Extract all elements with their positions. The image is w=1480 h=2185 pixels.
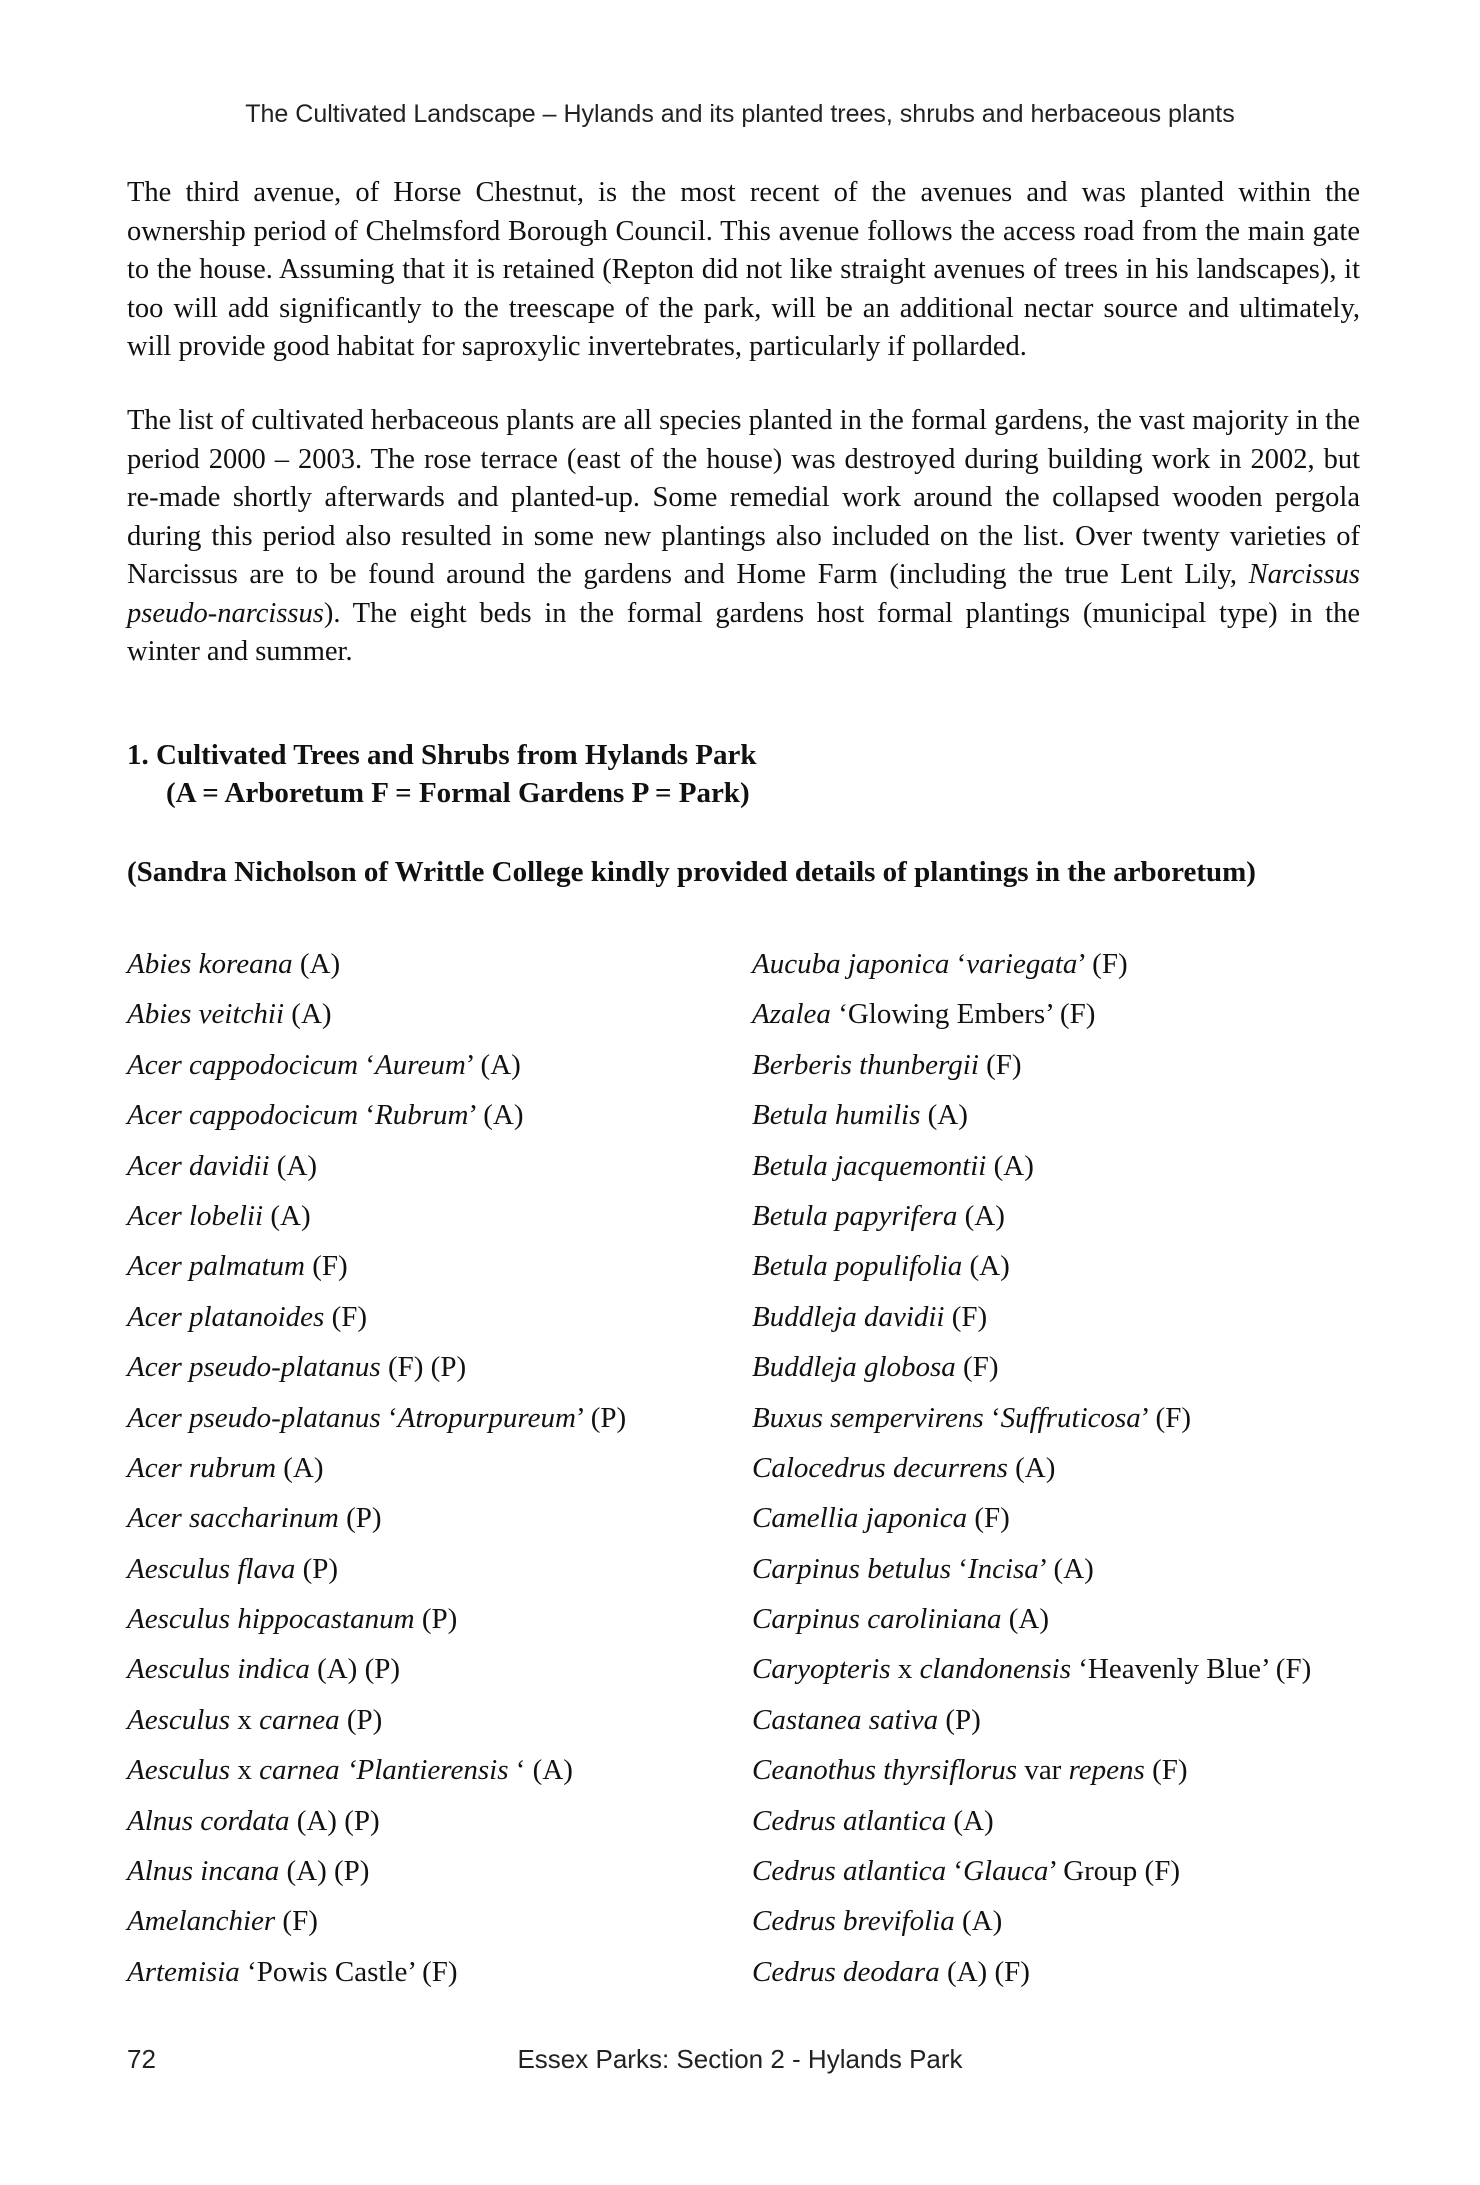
plant-name-roman: ‘: [983, 1401, 1001, 1434]
plant-list-item: [127, 1499, 626, 1549]
plant-name-roman: (A): [284, 998, 332, 1031]
plant-name-italic: Betula populifolia: [752, 1250, 963, 1283]
plant-name-roman: ‘: [949, 948, 967, 980]
plant-name-italic: Abies veitchii: [127, 998, 285, 1031]
plant-name-italic: Camellia japonica: [752, 1502, 968, 1535]
plant-name-italic: Aesculus indica: [127, 1653, 310, 1686]
plant-name-italic: Castanea sativa: [752, 1703, 939, 1736]
plant-name-italic: Glauca: [963, 1855, 1049, 1888]
plant-name-italic: Caryopteris: [752, 1653, 891, 1686]
paragraph-avenue: The third avenue, of Horse Chestnut, is the most recent of the avenues and was planted within the ownership period of Chelmsford Borough Council. This avenue follows the access road from the main gate to the house. Assuming that it is retained (Repton did not like straight avenues of trees in his landscapes), it too will add significantly to the treescape of the park, will be an additional nectar source and ultimately, will provide good habitat for saproxylic invertebrates, particularly if pollarded.: [127, 177, 1360, 362]
plant-name-italic: Atropurpureum: [397, 1401, 576, 1434]
plant-list-item: [752, 1247, 1311, 1297]
plant-name-italic: Calocedrus decurrens: [752, 1451, 1008, 1484]
plant-name-italic: Aesculus hippocastanum: [127, 1603, 415, 1636]
plant-name-roman: (F): [324, 1300, 368, 1333]
plant-name-italic: Betula jacquemontii: [752, 1149, 987, 1182]
plant-list-item: [127, 1953, 626, 2003]
plant-list-item: [127, 1600, 626, 1650]
plant-name-roman: (A): [1007, 1451, 1056, 1484]
plant-name-roman: ‘: [358, 1099, 376, 1132]
plant-list-item: [127, 1046, 626, 1096]
plant-name-roman: (F) (P): [380, 1351, 467, 1384]
section-title: 1. Cultivated Trees and Shrubs from Hylands Park: [127, 739, 757, 771]
plant-name-roman: ‘: [946, 1855, 964, 1888]
plant-name-italic: Amelanchier: [127, 1905, 276, 1938]
plant-list-item: [127, 1802, 626, 1852]
plant-list-item: [752, 1751, 1311, 1801]
plant-name-roman: x: [890, 1653, 920, 1686]
plant-name-roman: ’ (P): [575, 1401, 627, 1434]
plant-name-italic: Betula humilis: [752, 1099, 921, 1132]
plant-list-item: [752, 1550, 1311, 1600]
plant-name-roman: (A): [269, 1149, 318, 1182]
plant-list-item: [127, 1147, 626, 1197]
plant-name-italic: Acer cappodocicum: [127, 1048, 359, 1081]
plant-list-item: [752, 1852, 1311, 1902]
plant-name-roman: (F): [275, 1905, 318, 1938]
paragraph-text: ). The eight beds in the formal gardens host formal plantings (municipal type) in the winter and summer.: [127, 597, 1360, 667]
plant-list-item: [752, 1499, 1311, 1549]
plant-name-roman: ’ (A): [465, 1048, 521, 1081]
plant-list-item: [752, 1147, 1311, 1197]
plant-list-item: [752, 1449, 1311, 1499]
plant-name-italic: Acer platanoides: [127, 1300, 325, 1333]
plant-name-roman: (A) (P): [309, 1653, 401, 1686]
plant-name-roman: (A): [957, 1199, 1005, 1232]
plant-name-roman: ‘Powis Castle’ (F): [239, 1955, 458, 1988]
plant-list-item: [127, 1096, 626, 1146]
plant-name-italic: Buxus sempervirens: [752, 1401, 984, 1434]
plant-name-roman: (A): [946, 1804, 994, 1837]
plant-name-roman: var: [1017, 1754, 1069, 1787]
plant-name-roman: ‘: [951, 1552, 968, 1585]
plant-list-item: [752, 1298, 1311, 1348]
plant-list-item: [127, 1348, 626, 1398]
plant-list-item: [127, 1399, 626, 1449]
plant-list-item: [127, 1701, 626, 1751]
plant-list-item: [752, 945, 1311, 995]
plant-name-italic: Aucuba japonica: [752, 948, 950, 980]
plant-name-italic: Acer davidii: [127, 1149, 270, 1182]
plant-name-italic: Acer palmatum: [127, 1250, 305, 1283]
plant-name-italic: carnea ‘Plantierensis: [259, 1754, 509, 1787]
plant-name-italic: Buddleja globosa: [752, 1351, 956, 1384]
plant-name-italic: repens: [1068, 1754, 1145, 1787]
plant-list-item: [127, 1650, 626, 1700]
plant-name-italic: Ceanothus thyrsiflorus: [752, 1754, 1018, 1787]
running-header: The Cultivated Landscape – Hylands and its planted trees, shrubs and herbaceous plants: [245, 100, 1235, 128]
plant-list-item: [752, 1096, 1311, 1146]
plant-list-item: [127, 945, 626, 995]
plant-list-item: [752, 1902, 1311, 1952]
plant-list-item: [752, 1953, 1311, 2003]
plant-name-italic: Aesculus: [127, 1703, 231, 1736]
section-key: (A = Arboretum F = Formal Gardens P = Park): [166, 777, 750, 809]
plant-list-item: [752, 1046, 1311, 1096]
plant-name-italic: Aureum: [375, 1048, 466, 1081]
plant-name-italic: Incisa: [967, 1552, 1039, 1585]
plant-name-italic: Berberis thunbergii: [752, 1048, 979, 1081]
plant-name-italic: Abies koreana: [127, 948, 293, 980]
plant-name-italic: Suffruticosa: [1000, 1401, 1141, 1434]
plant-name-italic: Acer pseudo-platanus: [127, 1351, 381, 1384]
plant-name-italic: Acer pseudo-platanus: [127, 1401, 381, 1434]
plant-list-item: [127, 1298, 626, 1348]
plant-name-roman: ’ (A): [468, 1099, 524, 1132]
plant-name-italic: Carpinus betulus: [752, 1552, 951, 1585]
plant-name-italic: Artemisia: [127, 1955, 240, 1988]
plant-list-item: [127, 1247, 626, 1297]
footer-title: Essex Parks: Section 2 - Hylands Park: [517, 2044, 963, 2074]
plant-name-italic: Cedrus atlantica: [752, 1804, 947, 1837]
plant-list-item: [752, 1650, 1311, 1700]
plant-name-roman: (F): [944, 1300, 988, 1333]
plant-list-item: [127, 1751, 626, 1801]
plant-name-italic: clandonensis: [919, 1653, 1071, 1686]
plant-name-roman: x: [230, 1703, 260, 1736]
plant-name-italic: Acer cappodocicum: [127, 1099, 359, 1132]
plant-name-italic: Acer saccharinum: [127, 1502, 339, 1535]
plant-name-italic: Azalea: [752, 998, 831, 1031]
plant-list-left: [127, 945, 626, 2003]
plant-name-roman: (A) (P): [289, 1804, 380, 1837]
plant-name-roman: (F): [978, 1048, 1022, 1081]
plant-name-roman: ’ Group (F): [1048, 1855, 1180, 1888]
plant-name-italic: Alnus incana: [127, 1855, 280, 1888]
plant-name-italic: Cedrus deodara: [752, 1955, 940, 1988]
plant-name-roman: (A) (F): [939, 1955, 1030, 1988]
plant-name-roman: ’ (A): [1038, 1552, 1094, 1585]
plant-name-roman: ‘Heavenly Blue’ (F): [1071, 1653, 1312, 1686]
plant-name-roman: (P): [414, 1603, 458, 1636]
page-number: 72: [127, 2044, 156, 2074]
plant-name-italic: Cedrus atlantica: [752, 1855, 947, 1888]
plant-list-item: [752, 995, 1311, 1045]
plant-name-roman: (A): [962, 1250, 1010, 1283]
plant-name-italic: Betula papyrifera: [752, 1199, 958, 1232]
plant-name-roman: (A): [276, 1451, 324, 1484]
plant-list-item: [127, 1902, 626, 1952]
plant-name-roman: (F): [967, 1502, 1010, 1535]
plant-name-roman: (P): [295, 1552, 339, 1585]
plant-name-italic: Cedrus brevifolia: [752, 1905, 955, 1938]
plant-name-roman: (A): [1001, 1603, 1049, 1636]
plant-name-italic: Acer lobelii: [127, 1199, 264, 1232]
plant-name-roman: (A): [920, 1099, 968, 1132]
paragraph-text: The list of cultivated herbaceous plants are all species planted in the formal gardens, the vast majority in the period 2000 – 2003. The rose terrace (east of the house) was destroyed during building work in 2002, but re-made shortly afterwards and planted-up. Some remedial work around the collapsed wooden pergola during this period also resulted in some new plantings also included on the list. Over twenty varieties of Narcissus are to be found around the gardens and Home Farm (including the true Lent Lily,: [127, 405, 1360, 590]
plant-list-item: [752, 1197, 1311, 1247]
plant-list-right: [752, 945, 1311, 2003]
plant-name-roman: ’ (F): [1077, 948, 1128, 980]
plant-name-roman: (A): [292, 948, 341, 980]
plant-list-item: [127, 995, 626, 1045]
plant-list-item: [127, 1852, 626, 1902]
plant-name-roman: (F): [955, 1351, 999, 1384]
plant-name-italic: Alnus cordata: [127, 1804, 290, 1837]
plant-name-roman: (A): [954, 1905, 1003, 1938]
plant-name-italic: Aesculus: [127, 1754, 231, 1787]
plant-name-roman: (A): [263, 1199, 311, 1232]
plant-name-roman: ’ (F): [1140, 1401, 1191, 1434]
plant-list-item: [752, 1600, 1311, 1650]
plant-name-roman: ‘: [380, 1401, 398, 1434]
plant-name-italic: Rubrum: [375, 1099, 469, 1132]
plant-name-roman: ‘: [358, 1048, 376, 1081]
plant-name-roman: (F): [305, 1250, 348, 1283]
paragraph-herbaceous: [127, 402, 1360, 672]
plant-name-roman: (F): [1144, 1754, 1188, 1787]
plant-name-italic: Carpinus caroliniana: [752, 1603, 1002, 1636]
section-credit: (Sandra Nicholson of Writtle College kindly provided details of plantings in the arboretum): [127, 856, 1256, 888]
plant-name-roman: x: [230, 1754, 260, 1787]
plant-name-roman: (P): [339, 1703, 383, 1736]
plant-list-item: [127, 1449, 626, 1499]
plant-name-roman: (A) (P): [279, 1855, 370, 1888]
plant-name-italic: Buddleja davidii: [752, 1300, 945, 1333]
plant-list-item: [127, 1197, 626, 1247]
plant-list-item: [752, 1701, 1311, 1751]
plant-name-roman: (P): [338, 1502, 382, 1535]
plant-name-roman: (P): [938, 1703, 981, 1736]
plant-name-italic: carnea: [259, 1703, 340, 1736]
paragraph-italic-species: Narcissus pseudo-narcissus: [127, 559, 1360, 629]
plant-name-roman: ‘ (A): [508, 1754, 573, 1787]
plant-name-roman: (A): [986, 1149, 1034, 1182]
plant-name-italic: variegata: [966, 948, 1078, 980]
plant-list-item: [752, 1348, 1311, 1398]
plant-name-italic: Aesculus flava: [127, 1552, 296, 1585]
plant-list-item: [127, 1550, 626, 1600]
plant-name-roman: ‘Glowing Embers’ (F): [830, 998, 1096, 1031]
plant-list-item: [752, 1802, 1311, 1852]
plant-name-italic: Acer rubrum: [127, 1451, 277, 1484]
plant-list-item: [752, 1399, 1311, 1449]
